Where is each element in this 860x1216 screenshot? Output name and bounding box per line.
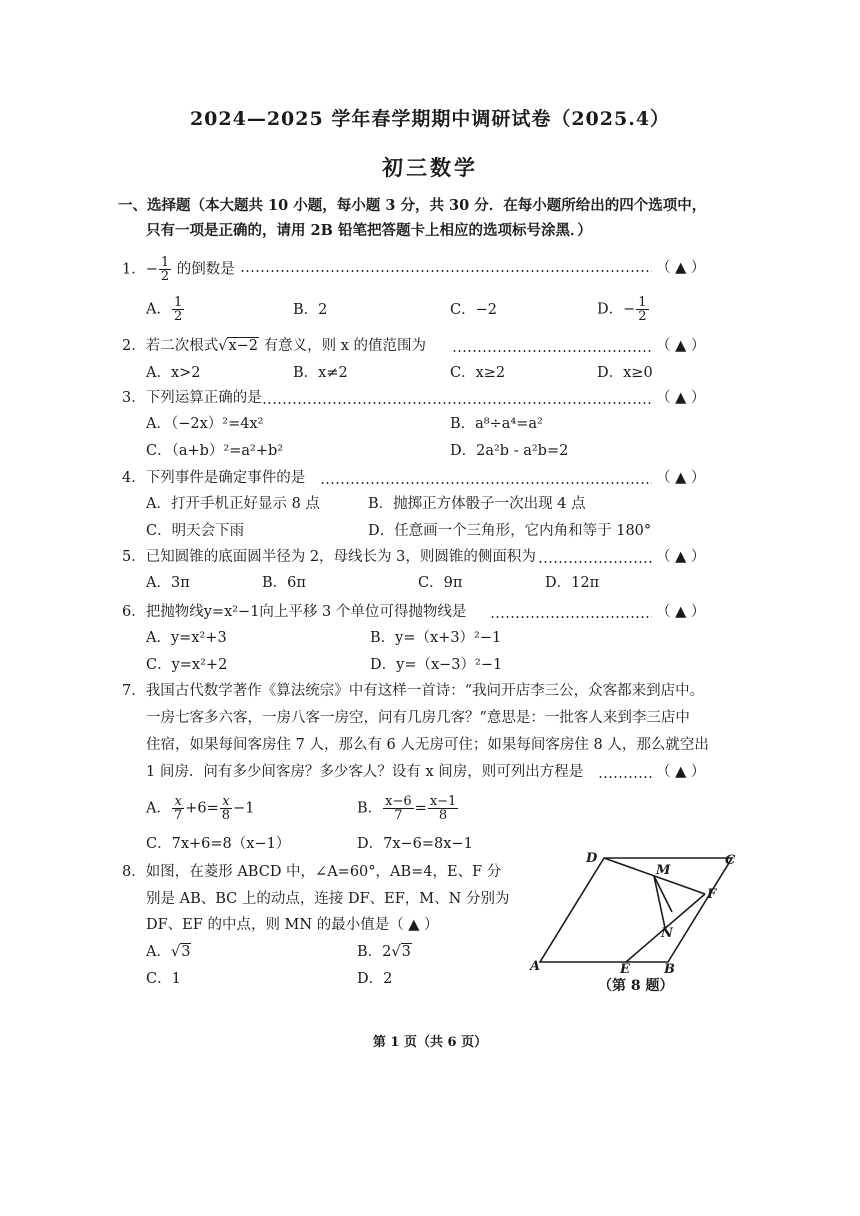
q1-option-a: A． $\frac{1}{2}$ <box>146 295 183 324</box>
question-7-line1: 7．我国古代数学著作《算法统宗》中有这样一首诗：“我问开店李三公，众客都来到店中。 <box>122 683 705 699</box>
segment-mn <box>654 876 665 928</box>
leader-dots <box>320 482 652 484</box>
q2-option-b: B．x≠2 <box>293 365 348 381</box>
q6-option-c: C．y=x²+2 <box>146 657 228 673</box>
q6-option-a: A．y=x²+3 <box>146 630 227 646</box>
exam-subject: 初三数学 <box>382 155 478 180</box>
q3-option-b: B．a⁸÷a⁴=a² <box>450 416 543 432</box>
q4-option-c: C．明天会下雨 <box>146 523 245 539</box>
leader-dots <box>452 350 652 352</box>
q5-option-c: C．9π <box>418 575 463 591</box>
q5-option-a: A．3π <box>146 575 190 591</box>
q2-option-c: C．x≥2 <box>450 365 506 381</box>
q8-option-c: C．1 <box>146 971 181 987</box>
answer-mark: （ ▲ ） <box>656 260 706 276</box>
answer-mark: （ ▲ ） <box>656 390 706 406</box>
question-4: 4．下列事件是确定事件的是 <box>122 470 306 486</box>
rhombus-figure <box>520 840 740 975</box>
q1-option-d: D．− $\frac{1}{2}$ <box>597 295 647 324</box>
section-heading-line2: 只有一项是正确的，请用 2B 铅笔把答题卡上相应的选项标号涂黑．） <box>146 222 592 239</box>
question-7-line3: 住宿，如果每间客房住 7 人，那么有 6 人无房可住；如果每间客房住 8 人，那么就空出 <box>146 737 709 753</box>
leader-dots <box>240 270 652 272</box>
label-b: B <box>664 962 675 975</box>
label-a: A <box>530 959 541 974</box>
q7-option-c: C．7x+6=8（x−1） <box>146 836 291 852</box>
question-5: 5．已知圆锥的底面圆半径为 2，母线长为 3，则圆锥的侧面积为 <box>122 549 536 565</box>
answer-mark: （ ▲ ） <box>656 764 706 780</box>
question-8-line2: 别是 AB、BC 上的动点，连接 DF、EF，M、N 分别为 <box>146 891 510 907</box>
q3-option-c: C．（a+b）²=a²+b² <box>146 443 284 459</box>
exam-title: 2024—2025 学年春学期期中调研试卷（2025.4） <box>189 108 671 130</box>
figure-caption: （第 8 题） <box>598 978 674 994</box>
q8-option-a: A．√3 <box>146 944 191 960</box>
q7-option-b: B． $\frac{x-6}{7}$ = $\frac{x-1}{8}$ <box>357 794 457 823</box>
answer-mark: （ ▲ ） <box>656 604 706 620</box>
q2-option-a: A．x>2 <box>146 365 201 381</box>
page-footer: 第 1 页（共 6 页） <box>372 1035 488 1050</box>
label-n: N <box>661 926 673 941</box>
q4-option-a: A．打开手机正好显示 8 点 <box>146 496 320 512</box>
q2-option-d: D．x≥0 <box>597 365 653 381</box>
q7-option-d: D．7x−6=8x−1 <box>357 836 473 852</box>
leader-dots <box>538 561 652 563</box>
q7-option-a: A． $\frac{x}{7}$ +6= $\frac{x}{8}$ −1 <box>146 794 255 823</box>
label-c: C <box>725 853 736 868</box>
q8-option-d: D．2 <box>357 971 393 987</box>
leader-dots <box>598 776 654 778</box>
answer-mark: （ ▲ ） <box>656 549 706 565</box>
q5-option-d: D．12π <box>545 575 600 591</box>
question-8-line3: DF、EF 的中点，则 MN 的最小值是（ ▲ ） <box>146 917 439 933</box>
rhombus-abcd <box>540 858 732 962</box>
label-m: M <box>656 863 671 878</box>
q5-option-b: B．6π <box>262 575 306 591</box>
q6-option-d: D．y=（x−3）²−1 <box>370 657 503 673</box>
q4-option-b: B．抛掷正方体骰子一次出现 4 点 <box>368 496 586 512</box>
q8-option-b: B．2√3 <box>357 944 411 960</box>
section-heading-line1: 一、选择题（本大题共 10 小题，每小题 3 分，共 30 分．在每小题所给出的四个选项中， <box>118 197 707 214</box>
question-8-line1: 8．如图，在菱形 ABCD 中，∠A=60°，AB=4，E、F 分 <box>122 864 502 880</box>
question-1: 1．− $\frac{1}{2}$ 的倒数是 <box>122 255 235 284</box>
question-6: 6．把抛物线y=x²−1向上平移 3 个单位可得抛物线是 <box>122 604 467 620</box>
question-2: 2．若二次根式√x−2 有意义，则 x 的值范围为 <box>122 338 427 354</box>
fraction: $\frac{1}{2}$ <box>160 255 170 284</box>
question-7-line2: 一房七客多六客，一房八客一房空，问有几房几客？”意思是：一批客人来到李三店中 <box>146 710 690 726</box>
leader-dots <box>262 402 652 404</box>
question-7-line4: 1 间房．问有多少间客房？多少客人？设有 x 间房，则可列出方程是 <box>146 764 584 780</box>
label-f: F <box>707 887 717 902</box>
answer-mark: （ ▲ ） <box>656 470 706 486</box>
q3-option-a: A．（−2x）²=4x² <box>146 416 264 432</box>
answer-mark: （ ▲ ） <box>656 338 706 354</box>
label-d: D <box>586 851 598 866</box>
q1-option-b: B．2 <box>293 302 328 318</box>
q6-option-b: B．y=（x+3）²−1 <box>370 630 502 646</box>
label-e: E <box>620 962 630 975</box>
q3-option-d: D．2a²b - a²b=2 <box>450 443 569 459</box>
question-3: 3．下列运算正确的是 <box>122 390 262 406</box>
q4-option-d: D．任意画一个三角形，它内角和等于 180° <box>368 523 652 539</box>
q1-option-c: C．−2 <box>450 302 497 318</box>
leader-dots <box>490 616 652 618</box>
